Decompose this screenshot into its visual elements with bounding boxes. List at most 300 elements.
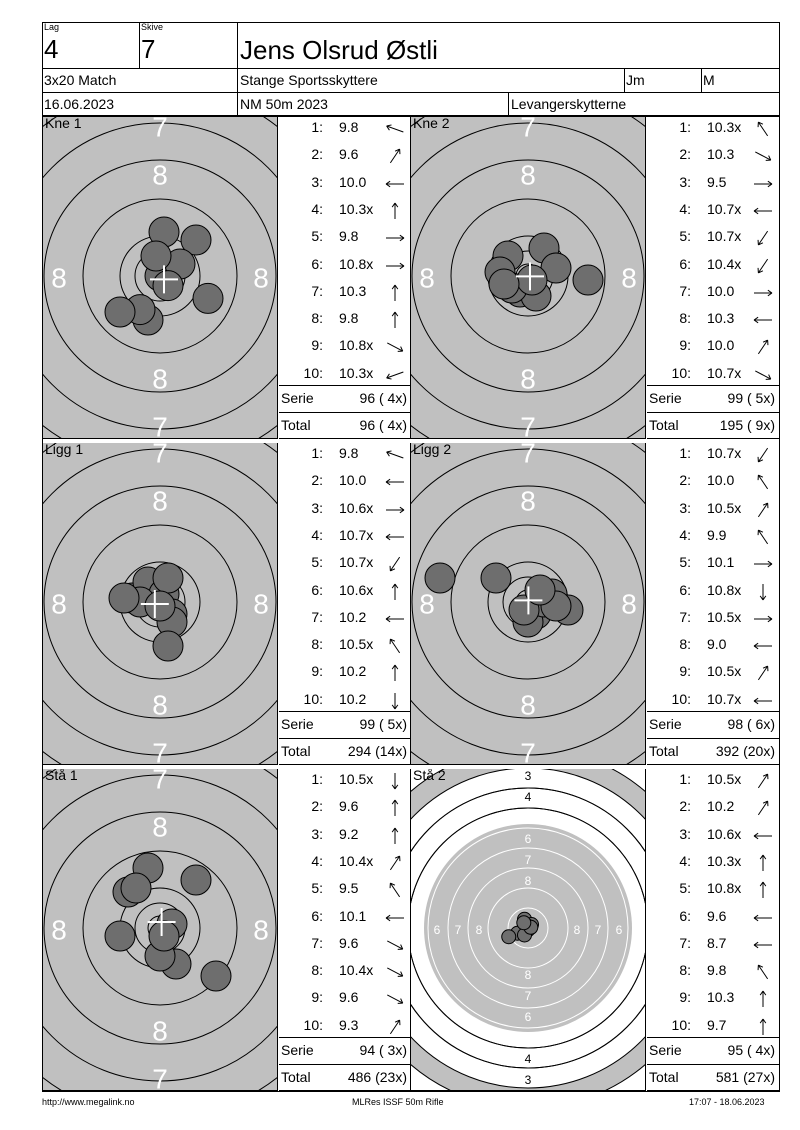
serie-value: 94 ( 3x) — [359, 1042, 407, 1058]
ring-number-7: 7 — [152, 443, 168, 469]
direction-arrow-icon — [751, 310, 775, 332]
serie-row — [279, 390, 409, 416]
total-value: 392 (20x) — [715, 743, 775, 759]
target-4 — [411, 443, 646, 765]
arrow-shaft — [758, 530, 767, 544]
shot-list — [647, 117, 779, 439]
shot-row — [279, 798, 409, 824]
shot-row — [647, 500, 777, 526]
shot-score: 10.4x — [707, 255, 742, 272]
shot-row — [279, 365, 409, 391]
ring-number-8: 8 — [621, 588, 637, 620]
shot-number: 5: — [679, 228, 691, 245]
serie-row — [279, 1042, 409, 1068]
direction-arrow-icon — [751, 880, 775, 902]
summary-divider — [279, 711, 410, 712]
direction-arrow-icon — [751, 228, 775, 250]
serie-label: Serie — [281, 1042, 314, 1058]
total-label: Total — [281, 1069, 311, 1085]
ring-number-8: 8 — [152, 159, 168, 191]
direction-arrow-icon — [751, 935, 775, 957]
ring-number-8: 8 — [152, 485, 168, 517]
ring-number-8: 8 — [419, 588, 435, 620]
total-row — [279, 417, 409, 443]
target-drawing — [43, 769, 278, 1091]
shot-number: 8: — [679, 962, 691, 979]
serie-label: Serie — [281, 390, 314, 406]
shot-score: 10.7x — [707, 200, 742, 217]
shot-number: 5: — [679, 554, 691, 571]
shot-number: 7: — [679, 608, 691, 625]
direction-arrow-icon — [751, 174, 775, 196]
shot-score: 10.4x — [339, 962, 374, 979]
target-drawing — [43, 443, 278, 765]
match-type: 3x20 Match — [44, 72, 117, 88]
shot-score: 10.8x — [339, 337, 374, 354]
direction-arrow-icon — [751, 445, 775, 467]
direction-arrow-icon — [383, 119, 407, 141]
shot-hit — [153, 563, 183, 593]
direction-arrow-icon — [751, 472, 775, 494]
serie-row — [647, 716, 777, 742]
shot-hit — [153, 271, 183, 301]
ring-number-7: 7 — [152, 117, 168, 143]
ring-number-7: 7 — [152, 1063, 168, 1091]
target-5 — [43, 769, 278, 1091]
shot-row — [279, 1017, 409, 1043]
shot-score: 10.0 — [707, 472, 735, 489]
series-label: Stå 2 — [413, 769, 446, 783]
direction-arrow-icon — [751, 283, 775, 305]
arrow-head — [387, 378, 392, 379]
shot-score: 10.7x — [339, 526, 374, 543]
shot-row — [647, 989, 777, 1015]
shot-number: 9: — [679, 989, 691, 1006]
direction-arrow-icon — [751, 582, 775, 604]
shot-row — [647, 582, 777, 608]
header-divider — [42, 92, 780, 93]
ring-number-8: 8 — [51, 588, 67, 620]
shot-hit — [141, 241, 171, 271]
shot-row — [647, 826, 777, 852]
shot-number: 9: — [679, 663, 691, 680]
ring-number: 5 — [524, 811, 532, 825]
shot-row — [647, 663, 777, 689]
direction-arrow-icon — [383, 880, 407, 902]
shot-number: 8: — [679, 310, 691, 327]
shot-score: 10.5x — [339, 771, 374, 787]
shot-number: 8: — [311, 310, 323, 327]
summary-divider — [279, 1037, 410, 1038]
shot-hit — [149, 921, 179, 951]
direction-arrow-icon — [751, 663, 775, 685]
shot-hit — [153, 631, 183, 661]
shot-number: 6: — [679, 907, 691, 924]
shooter-name: Jens Olsrud Østli — [240, 35, 438, 65]
shot-row — [279, 908, 409, 934]
direction-arrow-icon — [383, 636, 407, 658]
total-label: Total — [649, 743, 679, 759]
shot-row — [647, 636, 777, 662]
direction-arrow-icon — [383, 798, 407, 820]
ring-number-8: 8 — [152, 363, 168, 395]
ring-number-8: 8 — [520, 485, 536, 517]
shot-number: 1: — [679, 445, 691, 461]
shot-score: 10.5x — [339, 636, 374, 653]
shot-row — [647, 798, 777, 824]
shot-score: 10.0 — [707, 282, 735, 299]
ring-number: 4 — [524, 1052, 532, 1066]
shot-number: 7: — [311, 934, 323, 951]
shot-list — [279, 769, 411, 1091]
direction-arrow-icon — [383, 365, 407, 387]
direction-arrow-icon — [383, 201, 407, 223]
shot-row — [647, 962, 777, 988]
direction-arrow-icon — [383, 935, 407, 957]
shot-score: 10.6x — [707, 825, 742, 842]
shot-list — [647, 769, 779, 1091]
total-label: Total — [649, 1069, 679, 1085]
shot-number: 4: — [311, 200, 323, 217]
shot-score: 10.3x — [339, 364, 374, 381]
serie-label: Serie — [281, 716, 314, 732]
serie-value: 99 ( 5x) — [727, 390, 775, 406]
direction-arrow-icon — [383, 582, 407, 604]
serie-row — [647, 390, 777, 416]
ring-number-7: 7 — [152, 769, 168, 795]
total-value: 294 (14x) — [347, 743, 407, 759]
ring-number: 5 — [636, 923, 644, 937]
shot-row — [279, 663, 409, 689]
direction-arrow-icon — [383, 337, 407, 359]
shot-score: 9.6 — [339, 989, 359, 1006]
shot-score: 10.7x — [707, 690, 742, 707]
header-divider — [701, 68, 702, 92]
ring-number-7: 7 — [520, 411, 536, 439]
shot-score: 10.0 — [339, 173, 367, 190]
ring-number: 7 — [524, 989, 532, 1003]
shot-score: 10.3x — [707, 852, 742, 869]
shot-row — [279, 880, 409, 906]
total-row — [647, 417, 777, 443]
arrow-shaft — [758, 341, 767, 355]
shot-row — [647, 445, 777, 471]
arrow-shaft — [758, 503, 767, 517]
shot-hit — [425, 563, 455, 593]
shot-row — [647, 527, 777, 553]
shot-score: 9.9 — [707, 526, 727, 543]
skive-label: Skive — [141, 22, 164, 32]
arrow-shaft — [758, 965, 767, 979]
direction-arrow-icon — [383, 853, 407, 875]
serie-label: Serie — [649, 1042, 682, 1058]
shot-score: 10.5x — [707, 499, 742, 516]
shot-number: 9: — [311, 989, 323, 1006]
shot-score: 10.2 — [339, 690, 367, 707]
shot-row — [647, 119, 777, 145]
arrow-shaft — [758, 667, 767, 681]
direction-arrow-icon — [751, 1017, 775, 1039]
shot-number: 7: — [679, 282, 691, 299]
direction-arrow-icon — [383, 908, 407, 930]
shot-row — [279, 174, 409, 200]
direction-arrow-icon — [751, 826, 775, 848]
total-value: 486 (23x) — [347, 1069, 407, 1085]
shot-number: 3: — [311, 173, 323, 190]
ring-number-8: 8 — [520, 159, 536, 191]
target-drawing — [411, 117, 646, 439]
shot-hit — [181, 865, 211, 895]
direction-arrow-icon — [751, 962, 775, 984]
shot-number: 6: — [679, 255, 691, 272]
summary-divider — [647, 385, 779, 386]
direction-arrow-icon — [383, 771, 407, 793]
direction-arrow-icon — [751, 500, 775, 522]
shot-score: 10.7x — [339, 554, 374, 571]
arrow-shaft — [390, 639, 399, 653]
direction-arrow-icon — [383, 174, 407, 196]
shot-row — [647, 853, 777, 879]
serie-value: 98 ( 6x) — [727, 716, 775, 732]
serie-row — [279, 716, 409, 742]
target-3 — [43, 443, 278, 765]
direction-arrow-icon — [383, 609, 407, 631]
shot-number: 8: — [311, 962, 323, 979]
class-m: M — [703, 72, 715, 88]
ring-number-8: 8 — [621, 262, 637, 294]
ring-number-8: 8 — [152, 811, 168, 843]
shot-score: 10.1 — [339, 907, 367, 924]
total-label: Total — [649, 417, 679, 433]
shot-score: 10.2 — [339, 608, 367, 625]
shot-score: 10.5x — [707, 608, 742, 625]
shot-row — [279, 201, 409, 227]
shot-number: 7: — [311, 608, 323, 625]
footer-url[interactable]: http://www.megalink.no — [42, 1097, 135, 1107]
shot-score: 10.3x — [707, 119, 742, 135]
direction-arrow-icon — [751, 365, 775, 387]
shot-number: 1: — [311, 771, 323, 787]
arrow-shaft — [758, 801, 767, 815]
header-divider — [508, 92, 509, 116]
shot-row — [647, 337, 777, 363]
ring-number: 8 — [573, 923, 581, 937]
skive-value: 7 — [141, 34, 156, 64]
shot-list — [279, 443, 411, 765]
shot-number: 10: — [303, 364, 323, 381]
direction-arrow-icon — [751, 989, 775, 1011]
ring-number: 4 — [524, 790, 532, 804]
header-divider — [42, 68, 780, 69]
ring-number-8: 8 — [152, 689, 168, 721]
shot-number: 10: — [671, 1016, 691, 1033]
direction-arrow-icon — [751, 798, 775, 820]
shot-row — [279, 283, 409, 309]
direction-arrow-icon — [383, 445, 407, 467]
shot-score: 10.7x — [707, 364, 742, 381]
shot-row — [647, 1017, 777, 1043]
shot-hit — [109, 583, 139, 613]
direction-arrow-icon — [751, 527, 775, 549]
ring-number: 8 — [524, 968, 532, 982]
total-row — [279, 743, 409, 769]
series-label: Stå 1 — [45, 769, 78, 783]
shot-number: 9: — [311, 663, 323, 680]
direction-arrow-icon — [751, 636, 775, 658]
arrow-shaft — [390, 1020, 399, 1034]
shot-hit — [489, 269, 519, 299]
shot-score: 10.6x — [339, 581, 374, 598]
shot-row — [647, 256, 777, 282]
shot-hit — [121, 873, 151, 903]
shot-hit — [105, 921, 135, 951]
direction-arrow-icon — [383, 472, 407, 494]
shot-number: 6: — [311, 581, 323, 598]
shot-number: 6: — [679, 581, 691, 598]
direction-arrow-icon — [383, 989, 407, 1011]
shot-number: 8: — [679, 636, 691, 653]
header-divider — [139, 22, 140, 68]
series-label: Ligg 2 — [413, 443, 452, 457]
total-row — [647, 1069, 777, 1095]
shot-number: 5: — [311, 554, 323, 571]
shot-score: 9.6 — [339, 934, 359, 951]
header-divider — [237, 22, 238, 116]
arrow-shaft — [758, 259, 767, 273]
shot-number: 2: — [311, 472, 323, 489]
target-drawing — [411, 443, 646, 765]
shot-score: 10.7x — [707, 445, 742, 461]
arrow-shaft — [758, 475, 767, 489]
shot-number: 1: — [311, 119, 323, 135]
shot-row — [647, 691, 777, 717]
shot-score: 9.8 — [339, 228, 359, 245]
shot-number: 2: — [679, 472, 691, 489]
direction-arrow-icon — [383, 527, 407, 549]
ring-number-7: 7 — [152, 411, 168, 439]
shot-number: 2: — [311, 798, 323, 815]
ring-number-7: 7 — [520, 737, 536, 765]
direction-arrow-icon — [751, 554, 775, 576]
shot-row — [279, 228, 409, 254]
shot-number: 4: — [679, 852, 691, 869]
shot-row — [279, 146, 409, 172]
footer-printed: 17:07 - 18.06.2023 — [689, 1097, 765, 1107]
ring-number: 5 — [412, 923, 420, 937]
shot-score: 9.6 — [707, 907, 727, 924]
shot-row — [279, 500, 409, 526]
direction-arrow-icon — [383, 500, 407, 522]
summary-divider — [279, 385, 410, 386]
shot-row — [647, 554, 777, 580]
ring-number: 7 — [454, 923, 462, 937]
direction-arrow-icon — [383, 962, 407, 984]
shot-row — [647, 935, 777, 961]
series-label: Ligg 1 — [45, 443, 84, 457]
arrow-head — [387, 125, 392, 126]
ring-number-8: 8 — [51, 914, 67, 946]
shot-number: 6: — [311, 907, 323, 924]
shot-score: 10.3 — [707, 310, 735, 327]
shot-number: 3: — [311, 499, 323, 516]
target-drawing — [411, 769, 646, 1091]
shot-number: 10: — [671, 364, 691, 381]
shot-score: 9.6 — [339, 146, 359, 163]
shot-score: 10.8x — [707, 581, 742, 598]
shot-score: 9.8 — [339, 445, 359, 461]
total-row — [279, 1069, 409, 1095]
shot-number: 5: — [679, 880, 691, 897]
shot-number: 1: — [311, 445, 323, 461]
shot-row — [279, 472, 409, 498]
footer-software: MLRes ISSF 50m Rifle — [352, 1097, 444, 1107]
shot-hit — [481, 563, 511, 593]
shot-list — [647, 443, 779, 765]
arrow-shaft — [390, 883, 399, 897]
ring-number: 6 — [433, 923, 441, 937]
shot-score: 10.0 — [339, 472, 367, 489]
shot-number: 4: — [311, 526, 323, 543]
shot-number: 10: — [303, 1016, 323, 1033]
shot-score: 10.3 — [707, 146, 735, 163]
summary-divider — [647, 1037, 779, 1038]
target-drawing — [43, 117, 278, 439]
serie-value: 99 ( 5x) — [359, 716, 407, 732]
shot-score: 9.8 — [339, 119, 359, 135]
club-name: Stange Sportsskyttere — [240, 72, 378, 88]
lag-value: 4 — [44, 34, 59, 64]
shot-number: 3: — [311, 825, 323, 842]
direction-arrow-icon — [383, 256, 407, 278]
ring-number-8: 8 — [520, 689, 536, 721]
shot-number: 7: — [679, 934, 691, 951]
ring-number: 5 — [524, 1031, 532, 1045]
shot-score: 9.5 — [707, 173, 727, 190]
shot-row — [279, 853, 409, 879]
shot-number: 3: — [679, 825, 691, 842]
shot-row — [279, 119, 409, 145]
ring-number: 6 — [524, 832, 532, 846]
shot-row — [279, 554, 409, 580]
direction-arrow-icon — [751, 146, 775, 168]
shot-row — [279, 771, 409, 797]
shot-row — [279, 691, 409, 717]
ring-number-8: 8 — [253, 914, 269, 946]
target-2 — [411, 117, 646, 439]
shot-number: 10: — [303, 690, 323, 707]
shot-score: 10.1 — [707, 554, 735, 571]
direction-arrow-icon — [751, 771, 775, 793]
shot-score: 10.7x — [707, 228, 742, 245]
shot-score: 10.3x — [339, 200, 374, 217]
series-label: Kne 1 — [45, 117, 82, 131]
shot-number: 1: — [679, 119, 691, 135]
shot-row — [647, 228, 777, 254]
ring-number: 8 — [524, 874, 532, 888]
direction-arrow-icon — [751, 337, 775, 359]
ring-number-8: 8 — [253, 262, 269, 294]
shot-row — [279, 445, 409, 471]
arrow-shaft — [758, 231, 767, 245]
direction-arrow-icon — [383, 1017, 407, 1039]
shot-row — [647, 472, 777, 498]
arrow-shaft — [758, 122, 767, 136]
ring-number-7: 7 — [520, 117, 536, 143]
total-value: 96 ( 4x) — [359, 417, 407, 433]
ring-number-8: 8 — [51, 262, 67, 294]
shot-row — [647, 174, 777, 200]
direction-arrow-icon — [383, 826, 407, 848]
